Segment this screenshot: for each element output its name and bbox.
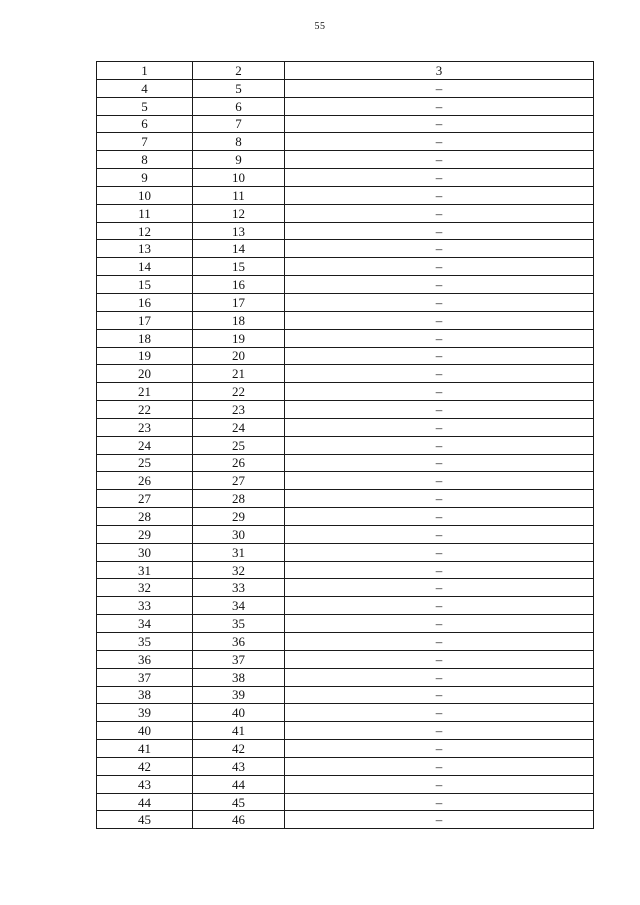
table-row — [97, 615, 594, 633]
table-cell-col-2: 18 — [193, 311, 285, 329]
table-cell-col-3: – — [285, 579, 594, 597]
table-row — [97, 151, 594, 169]
table-cell-col-3: – — [285, 436, 594, 454]
table-cell-col-2: 14 — [193, 240, 285, 258]
table-cell-col-2: 38 — [193, 668, 285, 686]
table-cell-col-1: 30 — [97, 543, 193, 561]
table-cell-col-3: – — [285, 704, 594, 722]
table-cell-col-1: 32 — [97, 579, 193, 597]
table-cell-col-3: – — [285, 240, 594, 258]
table-row — [97, 204, 594, 222]
table-cell-col-1: 23 — [97, 418, 193, 436]
table-cell-col-2: 33 — [193, 579, 285, 597]
table-row — [97, 169, 594, 187]
table-cell-col-3: – — [285, 151, 594, 169]
table-cell-col-1: 25 — [97, 454, 193, 472]
table-cell-col-1: 12 — [97, 222, 193, 240]
table-cell-col-3: – — [285, 222, 594, 240]
data-table — [96, 61, 594, 829]
table-cell-col-2: 13 — [193, 222, 285, 240]
table-cell-col-2: 15 — [193, 258, 285, 276]
header-row — [97, 62, 594, 80]
table-cell-col-2: 23 — [193, 401, 285, 419]
table-cell-col-2: 32 — [193, 561, 285, 579]
table-cell-col-1: 7 — [97, 133, 193, 151]
table-cell-col-3: – — [285, 97, 594, 115]
table-cell-col-2: 43 — [193, 757, 285, 775]
table-cell-col-1: 13 — [97, 240, 193, 258]
table-cell-col-3: – — [285, 79, 594, 97]
table-cell-col-1: 31 — [97, 561, 193, 579]
table-cell-col-1: 10 — [97, 186, 193, 204]
page-number: 55 — [314, 21, 326, 32]
table-cell-col-3: – — [285, 650, 594, 668]
table-cell-col-1: 6 — [97, 115, 193, 133]
table-cell-col-2: 21 — [193, 365, 285, 383]
table-cell-col-1: 11 — [97, 204, 193, 222]
table-cell-col-1: 20 — [97, 365, 193, 383]
table-row — [97, 258, 594, 276]
table-cell-col-2: 22 — [193, 383, 285, 401]
table-row — [97, 561, 594, 579]
table-cell-col-1: 17 — [97, 311, 193, 329]
table-row — [97, 490, 594, 508]
table-row — [97, 543, 594, 561]
table-cell-col-2: 35 — [193, 615, 285, 633]
table-cell-col-1: 22 — [97, 401, 193, 419]
table-cell-col-3: – — [285, 133, 594, 151]
table-cell-col-1: 43 — [97, 775, 193, 793]
table-cell-col-1: 36 — [97, 650, 193, 668]
table-cell-col-1: 40 — [97, 722, 193, 740]
table-row — [97, 525, 594, 543]
table-cell-col-3: – — [285, 490, 594, 508]
table-cell-col-3: – — [285, 454, 594, 472]
table-row — [97, 436, 594, 454]
table-cell-col-2: 39 — [193, 686, 285, 704]
table-cell-col-3: – — [285, 401, 594, 419]
table-row — [97, 757, 594, 775]
table-cell-col-1: 37 — [97, 668, 193, 686]
table-cell-col-3: – — [285, 186, 594, 204]
table-cell-col-3: – — [285, 740, 594, 758]
table-cell-col-2: 46 — [193, 811, 285, 829]
table-cell-col-2: 9 — [193, 151, 285, 169]
table-cell-col-2: 30 — [193, 525, 285, 543]
table-cell-col-3: – — [285, 418, 594, 436]
table-cell-col-3: – — [285, 258, 594, 276]
table-row — [97, 186, 594, 204]
table-row — [97, 133, 594, 151]
table-row — [97, 311, 594, 329]
table-cell-col-3: – — [285, 811, 594, 829]
table-cell-col-1: 14 — [97, 258, 193, 276]
table-row — [97, 115, 594, 133]
table-cell-col-1: 33 — [97, 597, 193, 615]
table-row — [97, 704, 594, 722]
table-cell-col-1: 4 — [97, 79, 193, 97]
table-cell-col-3: – — [285, 633, 594, 651]
table-row — [97, 240, 594, 258]
table-cell-col-3: – — [285, 169, 594, 187]
table-cell-col-2: 29 — [193, 508, 285, 526]
table-cell-col-1: 28 — [97, 508, 193, 526]
column-header-2: 2 — [193, 62, 285, 80]
table-row — [97, 740, 594, 758]
table-cell-col-3: – — [285, 293, 594, 311]
table-cell-col-3: – — [285, 115, 594, 133]
table-cell-col-2: 25 — [193, 436, 285, 454]
table-cell-col-1: 19 — [97, 347, 193, 365]
table-cell-col-2: 5 — [193, 79, 285, 97]
table-cell-col-2: 24 — [193, 418, 285, 436]
table-cell-col-3: – — [285, 757, 594, 775]
table-cell-col-2: 36 — [193, 633, 285, 651]
table-cell-col-2: 37 — [193, 650, 285, 668]
table-cell-col-1: 15 — [97, 276, 193, 294]
table-cell-col-2: 11 — [193, 186, 285, 204]
table-cell-col-1: 26 — [97, 472, 193, 490]
table-cell-col-2: 17 — [193, 293, 285, 311]
table-row — [97, 722, 594, 740]
table-cell-col-3: – — [285, 347, 594, 365]
table-row — [97, 508, 594, 526]
table-cell-col-2: 40 — [193, 704, 285, 722]
table-cell-col-2: 42 — [193, 740, 285, 758]
table-cell-col-2: 6 — [193, 97, 285, 115]
table-row — [97, 222, 594, 240]
table-cell-col-1: 35 — [97, 633, 193, 651]
table-row — [97, 793, 594, 811]
table-row — [97, 79, 594, 97]
table-cell-col-1: 5 — [97, 97, 193, 115]
table-cell-col-2: 10 — [193, 169, 285, 187]
table-cell-col-1: 39 — [97, 704, 193, 722]
table-cell-col-1: 29 — [97, 525, 193, 543]
column-header-3: 3 — [285, 62, 594, 80]
table-cell-col-3: – — [285, 508, 594, 526]
table-row — [97, 650, 594, 668]
table-body — [97, 79, 594, 828]
table-cell-col-3: – — [285, 686, 594, 704]
table-cell-col-2: 28 — [193, 490, 285, 508]
table-row — [97, 811, 594, 829]
table-cell-col-1: 27 — [97, 490, 193, 508]
table-cell-col-1: 41 — [97, 740, 193, 758]
table-cell-col-2: 8 — [193, 133, 285, 151]
table-cell-col-1: 38 — [97, 686, 193, 704]
table-row — [97, 97, 594, 115]
table-row — [97, 401, 594, 419]
table-cell-col-3: – — [285, 793, 594, 811]
table-cell-col-3: – — [285, 365, 594, 383]
table-row — [97, 579, 594, 597]
table-cell-col-1: 21 — [97, 383, 193, 401]
table-cell-col-1: 16 — [97, 293, 193, 311]
table-row — [97, 293, 594, 311]
table-cell-col-3: – — [285, 472, 594, 490]
table-cell-col-3: – — [285, 722, 594, 740]
table-cell-col-2: 41 — [193, 722, 285, 740]
table-row — [97, 633, 594, 651]
column-header-1: 1 — [97, 62, 193, 80]
table-row — [97, 276, 594, 294]
table-cell-col-3: – — [285, 775, 594, 793]
table-cell-col-3: – — [285, 329, 594, 347]
table-cell-col-3: – — [285, 561, 594, 579]
table-cell-col-3: – — [285, 383, 594, 401]
table-row — [97, 347, 594, 365]
table-row — [97, 365, 594, 383]
table-cell-col-2: 26 — [193, 454, 285, 472]
table-cell-col-1: 42 — [97, 757, 193, 775]
table-cell-col-1: 18 — [97, 329, 193, 347]
table-cell-col-1: 45 — [97, 811, 193, 829]
table-row — [97, 668, 594, 686]
table-cell-col-1: 9 — [97, 169, 193, 187]
table-cell-col-1: 34 — [97, 615, 193, 633]
table-cell-col-2: 44 — [193, 775, 285, 793]
table-cell-col-3: – — [285, 525, 594, 543]
table-cell-col-2: 12 — [193, 204, 285, 222]
table-row — [97, 329, 594, 347]
table-cell-col-3: – — [285, 276, 594, 294]
table-cell-col-2: 20 — [193, 347, 285, 365]
table-row — [97, 775, 594, 793]
table-row — [97, 686, 594, 704]
table-cell-col-2: 31 — [193, 543, 285, 561]
table-cell-col-2: 34 — [193, 597, 285, 615]
table-cell-col-2: 16 — [193, 276, 285, 294]
table-row — [97, 597, 594, 615]
table-cell-col-3: – — [285, 615, 594, 633]
table-cell-col-3: – — [285, 204, 594, 222]
table-cell-col-2: 7 — [193, 115, 285, 133]
table-cell-col-3: – — [285, 543, 594, 561]
table-cell-col-2: 27 — [193, 472, 285, 490]
table-cell-col-1: 24 — [97, 436, 193, 454]
table-cell-col-1: 44 — [97, 793, 193, 811]
table-cell-col-3: – — [285, 311, 594, 329]
table-row — [97, 383, 594, 401]
table-cell-col-3: – — [285, 597, 594, 615]
table-cell-col-2: 45 — [193, 793, 285, 811]
table-row — [97, 454, 594, 472]
table-cell-col-1: 8 — [97, 151, 193, 169]
table-row — [97, 472, 594, 490]
table-row — [97, 418, 594, 436]
table-cell-col-2: 19 — [193, 329, 285, 347]
table-cell-col-3: – — [285, 668, 594, 686]
